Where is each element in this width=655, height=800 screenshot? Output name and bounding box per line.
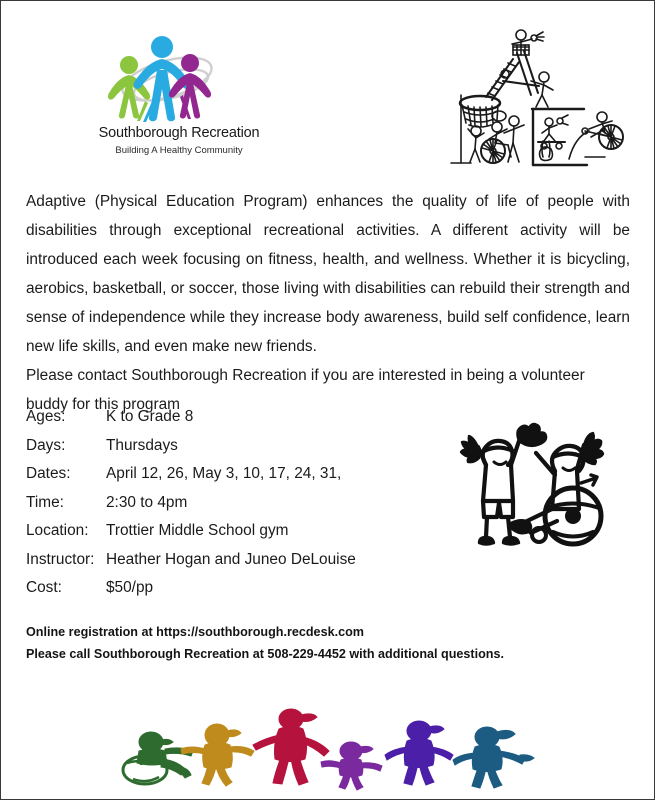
detail-row-instructor [26, 551, 446, 580]
southborough-recreation-logo-icon [93, 23, 233, 123]
detail-row-days [26, 437, 446, 466]
organization-logo-block [63, 23, 295, 163]
description-paragraph-2: Please contact Southborough Recreation if you are interested in being a volunteer buddy for this program [26, 367, 585, 413]
logo-title: Southborough Recreation [98, 125, 260, 141]
program-description [26, 187, 630, 419]
detail-value: Thursdays [106, 436, 178, 454]
detail-value: Trottier Middle School gym [106, 522, 289, 539]
detail-value: K to Grade 8 [106, 408, 194, 425]
detail-row-location [26, 522, 446, 551]
detail-label: Time: [26, 493, 64, 511]
detail-label: Location: [26, 522, 89, 539]
detail-label: Days: [26, 436, 66, 454]
detail-row-dates [26, 465, 446, 494]
online-registration-line[interactable]: Online registration at https://southborough.recdesk.com [26, 625, 364, 639]
detail-label: Instructor: [26, 550, 95, 568]
detail-label: Dates: [26, 465, 71, 482]
detail-value: Heather Hogan and Juneo DeLouise [106, 550, 356, 568]
detail-label: Ages: [26, 408, 66, 425]
detail-value: April 12, 26, May 3, 10, 17, 24, 31, [106, 465, 342, 482]
adaptive-sports-line-drawing-icon [439, 17, 629, 173]
detail-value: $50/pp [106, 579, 154, 596]
detail-label: Cost: [26, 579, 62, 596]
logo-tagline: Building A Healthy Community [115, 145, 243, 156]
detail-row-time [26, 494, 446, 523]
people-holding-hands-chain-icon [119, 701, 543, 793]
detail-row-ages [26, 408, 446, 437]
two-kids-high-five-wheelchair-icon [453, 413, 613, 551]
registration-footnotes [26, 621, 586, 665]
program-details-list [26, 408, 446, 608]
description-paragraph-1: Adaptive (Physical Education Program) enhances the quality of life of people with disabilities through exceptional recreational activities. A different activity will be introduced each week focusing on fitness, health, and wellness. Whether it is bicycling, aerobics, basketball, or soccer, those living with disabilities can rebuild their strength and sense of independence while they increase body awareness, build self confidence, learn new life skills, and even make new friends. [26, 193, 630, 355]
detail-row-cost [26, 579, 446, 608]
phone-contact-line: Please call Southborough Recreation at 508-229-4452 with additional questions. [26, 647, 504, 661]
detail-value: 2:30 to 4pm [106, 493, 188, 511]
flyer-header [1, 1, 655, 173]
